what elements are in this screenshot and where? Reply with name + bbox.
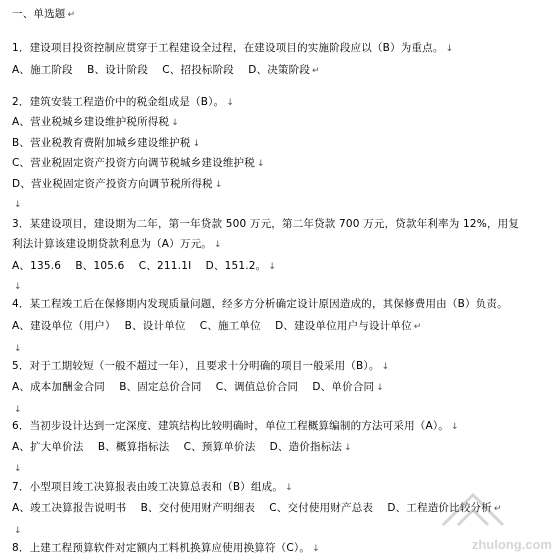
- line-text: C、营业税固定资产投资方向调节税城乡建设维护税: [12, 157, 255, 169]
- text-line: [12, 298, 510, 312]
- text-line: [12, 116, 179, 130]
- line-text: A、竣工决算报告说明书 B、交付使用财产明细表 C、交付使用财产总表 D、工程造价比较分析: [12, 502, 492, 514]
- text-line: [12, 178, 223, 192]
- text-line: [12, 96, 234, 110]
- text-line: [12, 360, 389, 374]
- text-line: [12, 64, 320, 78]
- text-line: [12, 441, 352, 455]
- line-text: 8．上建工程预算软件对定额内工料机换算应使用换算符（C）。: [12, 542, 311, 554]
- line-text: A、施工阶段 B、设计阶段 C、招投标阶段 D、决策阶段: [12, 64, 311, 76]
- text-line: [12, 42, 453, 56]
- paragraph-mark: ↓: [376, 383, 384, 393]
- blank-line: [12, 198, 22, 212]
- blank-line: [12, 462, 22, 476]
- text-line: [12, 260, 276, 274]
- line-text: B、营业税教育费附加城乡建设维护税: [12, 137, 191, 149]
- paragraph-mark: ↓: [14, 526, 22, 536]
- line-text: 5．对于工期较短（一般不超过一年），且要求十分明确的项目一般采用（B）。: [12, 360, 380, 372]
- text-line: [12, 137, 200, 151]
- paragraph-mark: ↓: [213, 240, 222, 250]
- line-text: A、营业税城乡建设维护税所得税: [12, 116, 170, 128]
- line-text: 7．小型项目竣工决算报表由竣工决算总表和（B）组成。: [12, 481, 284, 493]
- paragraph-mark: ↓: [14, 464, 22, 474]
- paragraph-mark: ↓: [256, 159, 265, 169]
- blank-line: [12, 524, 22, 538]
- line-text: 1．建设项目投资控制应贯穿于工程建设全过程，在建设项目的实施阶段应以（B）为重点。: [12, 42, 444, 54]
- text-line: [12, 218, 521, 232]
- line-text: 一、单选题: [12, 8, 66, 20]
- line-text: 6．当初步设计达到一定深度、建筑结构比较明确时，单位工程概算编制的方法可采用（A）。: [12, 420, 450, 432]
- line-text: 利法计算该建设期贷款利息为（A）万元。: [12, 238, 212, 250]
- paragraph-mark: ↓: [14, 344, 22, 354]
- line-text: A、135.6 B、105.6 C、211.1I D、151.2。: [12, 260, 267, 272]
- line-text: A、成本加酬金合同 B、固定总价合同 C、调值总价合同 D、单价合同: [12, 381, 375, 393]
- paragraph-mark: ↓: [445, 44, 454, 54]
- paragraph-mark: ↓: [192, 139, 201, 149]
- blank-line: [12, 280, 22, 294]
- text-line: [12, 8, 75, 22]
- text-line: [12, 320, 422, 334]
- paragraph-mark: ↵: [413, 322, 422, 332]
- watermark-logo-icon: [438, 490, 508, 530]
- text-line: [12, 420, 459, 434]
- text-line: [12, 157, 265, 171]
- paragraph-mark: ↓: [171, 118, 179, 128]
- text-line: [12, 381, 384, 395]
- paragraph-mark: ↓: [14, 282, 22, 292]
- paragraph-mark: ↓: [381, 362, 390, 372]
- text-line: [12, 481, 293, 495]
- line-text: D、营业税固定资产投资方向调节税所得税: [12, 178, 213, 190]
- blank-line: [12, 403, 22, 417]
- blank-line: [12, 342, 22, 356]
- paragraph-mark: ↵: [67, 10, 76, 20]
- paragraph-mark: ↓: [285, 483, 293, 493]
- line-text: 2．建筑安装工程造价中的税金组成是（B）。: [12, 96, 225, 108]
- paragraph-mark: ↓: [14, 405, 22, 415]
- line-text: A、建设单位（用户） B、设计单位 C、施工单位 D、建设单位用户与设计单位: [12, 320, 412, 332]
- text-line: [12, 502, 502, 516]
- paragraph-mark: ↵: [493, 504, 502, 514]
- text-line: [12, 542, 320, 556]
- paragraph-mark: ↓: [312, 544, 320, 554]
- paragraph-mark: ↓: [214, 180, 223, 190]
- paragraph-mark: ↓: [344, 443, 352, 453]
- watermark-text: zhulong.com: [471, 537, 552, 552]
- paragraph-mark: ↵: [312, 66, 320, 76]
- line-text: 4．某工程竣工后在保修期内发现质量问题，经多方分析确定设计原因造成的，其保修费用由（B）负责。: [12, 298, 508, 310]
- paragraph-mark: ↓: [14, 200, 22, 210]
- line-text: A、扩大单价法 B、概算指标法 C、预算单价法 D、造价指标法: [12, 441, 343, 453]
- paragraph-mark: ↓: [451, 422, 459, 432]
- paragraph-mark: ↓: [268, 262, 277, 272]
- paragraph-mark: ↓: [226, 98, 235, 108]
- text-line: [12, 238, 222, 252]
- line-text: 3．某建设项目，建设期为二年，第一年贷款 500 万元，第二年贷款 700 万元，贷款年利率为 12%，用复: [12, 218, 520, 230]
